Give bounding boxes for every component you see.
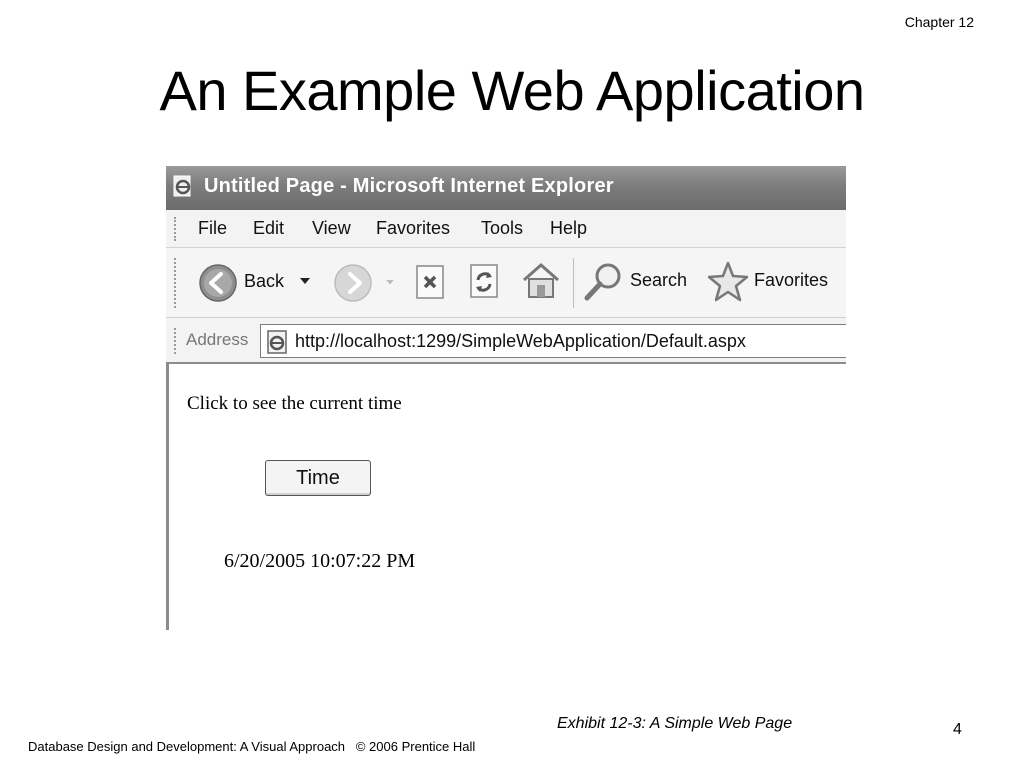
forward-arrow-icon[interactable] [333, 263, 373, 303]
slide-title: An Example Web Application [159, 59, 865, 122]
favorites-button[interactable] [706, 260, 836, 304]
page-number: 4 [953, 721, 962, 738]
page-content [166, 364, 846, 630]
menu-favorites[interactable]: Favorites [376, 218, 451, 238]
page-icon [265, 330, 289, 354]
address-url: http://localhost:1299/SimpleWebApplication/Default.aspx [295, 331, 746, 351]
search-icon [582, 260, 626, 304]
back-button[interactable] [196, 262, 306, 302]
menu-edit[interactable]: Edit [253, 218, 285, 238]
menu-bar [166, 210, 846, 248]
slide-footer: Database Design and Development: A Visual Approach © 2006 Prentice Hall [28, 739, 476, 754]
forward-dropdown-arrow-icon[interactable] [386, 280, 394, 286]
time-output-label: 6/20/2005 10:07:22 PM [224, 550, 416, 572]
back-dropdown-arrow-icon[interactable] [300, 278, 310, 286]
address-bar [166, 318, 846, 364]
address-label: Address [186, 330, 249, 349]
menu-tools[interactable]: Tools [481, 218, 524, 238]
toolbar-grip[interactable] [174, 258, 178, 308]
exhibit-caption: Exhibit 12-3: A Simple Web Page [557, 715, 793, 732]
address-field[interactable] [260, 324, 846, 358]
menu-help[interactable]: Help [550, 218, 588, 238]
search-label: Search [630, 270, 688, 290]
favorites-label: Favorites [754, 270, 829, 290]
chapter-label: Chapter 12 [904, 14, 974, 30]
browser-window [166, 166, 846, 630]
window-title: Untitled Page - Microsoft Internet Explorer [204, 175, 614, 197]
stop-icon[interactable] [414, 264, 448, 302]
back-label: Back [244, 271, 285, 291]
refresh-icon[interactable] [468, 262, 502, 302]
favorites-star-icon [706, 260, 750, 304]
back-arrow-icon [198, 263, 238, 303]
time-button[interactable]: Time [265, 460, 371, 496]
menu-file[interactable]: File [198, 218, 228, 238]
page-prompt-text: Click to see the current time [187, 393, 402, 414]
addressbar-grip[interactable] [174, 328, 178, 354]
menu-view[interactable]: View [312, 218, 351, 238]
window-titlebar [166, 166, 846, 210]
home-icon[interactable] [520, 260, 562, 302]
menubar-grip[interactable] [174, 217, 178, 241]
search-button[interactable] [582, 260, 694, 304]
toolbar-separator [573, 258, 574, 308]
ie-page-icon [172, 175, 194, 197]
standard-toolbar [166, 248, 846, 318]
